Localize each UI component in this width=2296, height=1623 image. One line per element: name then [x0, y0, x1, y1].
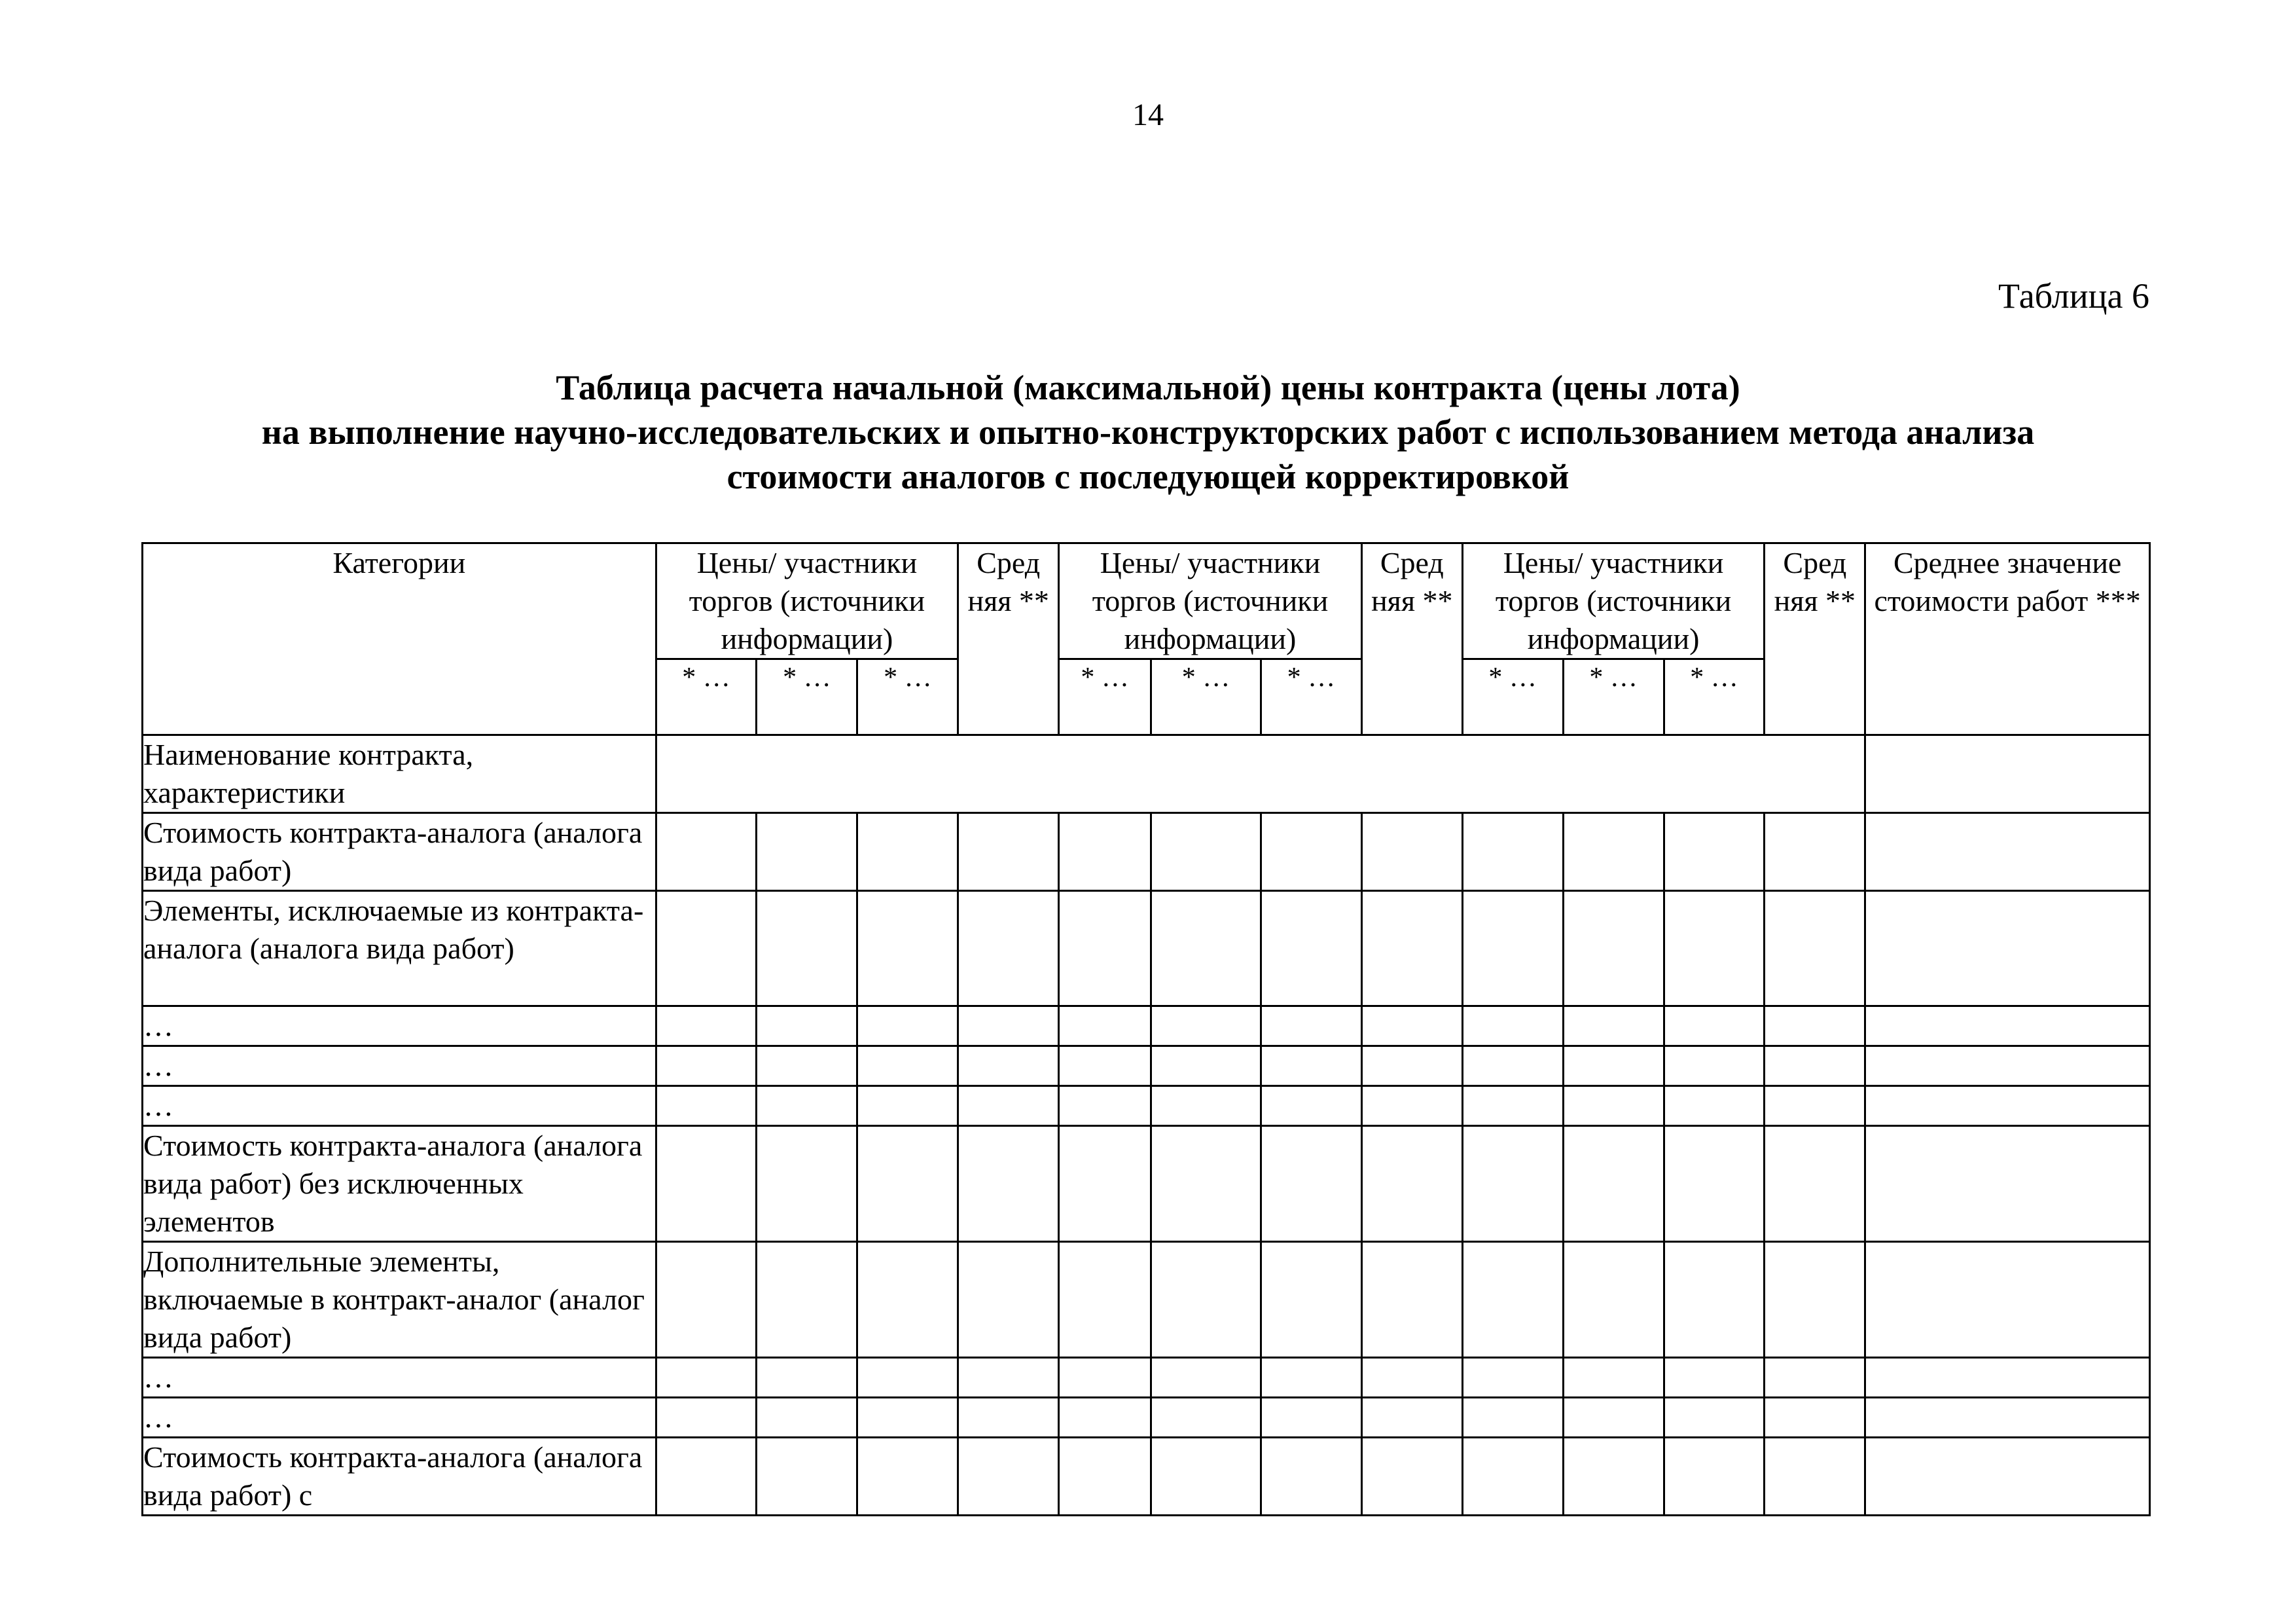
- value-cell: [1664, 891, 1765, 1006]
- value-cell: [1059, 1438, 1151, 1516]
- source-cell: * …: [1151, 659, 1261, 735]
- source-cell: * …: [1664, 659, 1765, 735]
- value-cell: [857, 1438, 958, 1516]
- value-cell: [958, 1398, 1059, 1438]
- header-average-2: Сред няя **: [1361, 543, 1462, 735]
- value-cell: [1765, 1358, 1865, 1398]
- value-cell: [857, 813, 958, 891]
- value-cell: [1462, 813, 1563, 891]
- overall-average-cell: [1865, 1046, 2150, 1086]
- row-label: …: [143, 1086, 656, 1126]
- value-cell: [1563, 1086, 1664, 1126]
- value-cell: [958, 1086, 1059, 1126]
- value-cell: [1563, 1046, 1664, 1086]
- value-cell: [1664, 1438, 1765, 1516]
- overall-average-cell: [1865, 1126, 2150, 1242]
- value-cell: [1059, 891, 1151, 1006]
- value-cell: [1563, 1126, 1664, 1242]
- source-cell: * …: [1261, 659, 1361, 735]
- value-cell: [1151, 1086, 1261, 1126]
- value-cell: [1261, 1242, 1361, 1358]
- value-cell: [1261, 891, 1361, 1006]
- source-cell: * …: [857, 659, 958, 735]
- value-cell: [958, 1126, 1059, 1242]
- source-cell: * …: [1059, 659, 1151, 735]
- title-line-2: на выполнение научно-исследовательских и опытно-конструкторских работ с использованием метода анализа: [261, 412, 2035, 452]
- overall-average-cell: [1865, 735, 2150, 813]
- source-cell: * …: [656, 659, 757, 735]
- table-label: Таблица 6: [1998, 276, 2149, 316]
- value-cell: [1261, 1398, 1361, 1438]
- value-cell: [1664, 1358, 1765, 1398]
- row-label: Стоимость контракта-аналога (аналога вида работ) с: [143, 1438, 656, 1516]
- row-label: …: [143, 1398, 656, 1438]
- value-cell: [1664, 1126, 1765, 1242]
- value-cell: [1462, 1086, 1563, 1126]
- value-cell: [1563, 1398, 1664, 1438]
- overall-average-cell: [1865, 1398, 2150, 1438]
- value-cell: [1462, 1242, 1563, 1358]
- value-cell: [1765, 1046, 1865, 1086]
- title-line-1: Таблица расчета начальной (максимальной) цены контракта (цены лота): [556, 368, 1740, 407]
- overall-average-cell: [1865, 891, 2150, 1006]
- value-cell: [1765, 1242, 1865, 1358]
- value-cell: [1361, 1006, 1462, 1046]
- value-cell: [1462, 1006, 1563, 1046]
- value-cell: [1059, 1006, 1151, 1046]
- value-cell: [757, 1242, 857, 1358]
- value-cell: [656, 891, 757, 1006]
- value-cell: [1664, 1006, 1765, 1046]
- value-cell: [958, 1006, 1059, 1046]
- value-cell: [1765, 1438, 1865, 1516]
- row-label: …: [143, 1358, 656, 1398]
- value-cell: [1151, 1006, 1261, 1046]
- value-cell: [1462, 1358, 1563, 1398]
- value-cell: [1361, 1398, 1462, 1438]
- value-cell: [1151, 1398, 1261, 1438]
- header-categories: Категории: [143, 543, 656, 735]
- value-cell: [857, 1126, 958, 1242]
- value-cell: [1151, 1242, 1261, 1358]
- value-cell: [1361, 891, 1462, 1006]
- value-cell: [1059, 1086, 1151, 1126]
- table-row: [143, 1358, 2150, 1398]
- value-cell: [1664, 1046, 1765, 1086]
- overall-average-cell: [1865, 1358, 2150, 1398]
- value-cell: [1563, 1358, 1664, 1398]
- row-label: Стоимость контракта-аналога (аналога вида работ): [143, 813, 656, 891]
- value-cell: [1261, 1126, 1361, 1242]
- table-row: [143, 1046, 2150, 1086]
- table-row: [143, 1086, 2150, 1126]
- value-cell: [1361, 1126, 1462, 1242]
- value-cell: [958, 891, 1059, 1006]
- value-cell: [757, 1086, 857, 1126]
- value-cell: [1361, 1358, 1462, 1398]
- value-cell: [757, 1046, 857, 1086]
- header-price-group-1: Цены/ участники торгов (источники информации): [656, 543, 958, 659]
- source-cell: * …: [757, 659, 857, 735]
- value-cell: [1261, 1006, 1361, 1046]
- header-average-1: Сред няя **: [958, 543, 1059, 735]
- value-cell: [1664, 1242, 1765, 1358]
- row-label: Стоимость контракта-аналога (аналога вида работ) без исключенных элементов: [143, 1126, 656, 1242]
- table-row: [143, 1242, 2150, 1358]
- value-cell: [958, 813, 1059, 891]
- value-cell: [656, 1358, 757, 1398]
- value-cell: [1261, 1046, 1361, 1086]
- value-cell: [1765, 813, 1865, 891]
- overall-average-cell: [1865, 1242, 2150, 1358]
- value-cell: [1261, 1086, 1361, 1126]
- value-cell: [1765, 891, 1865, 1006]
- value-cell: [757, 1358, 857, 1398]
- value-cell: [857, 1358, 958, 1398]
- value-cell: [656, 1006, 757, 1046]
- row-label: Элементы, исключаемые из контракта-аналога (аналога вида работ): [143, 891, 656, 1006]
- value-cell: [1765, 1006, 1865, 1046]
- value-cell: [958, 1438, 1059, 1516]
- table-row: [143, 813, 2150, 891]
- table-row: [143, 735, 2150, 813]
- value-cell: [1765, 1086, 1865, 1126]
- page-number: 14: [1132, 98, 1164, 132]
- value-cell: [656, 1126, 757, 1242]
- overall-average-cell: [1865, 813, 2150, 891]
- value-cell: [1765, 1126, 1865, 1242]
- value-cell: [1462, 1398, 1563, 1438]
- value-cell: [656, 1046, 757, 1086]
- table-row: [143, 1438, 2150, 1516]
- table-row: [143, 1398, 2150, 1438]
- value-cell: [958, 1242, 1059, 1358]
- value-cell: [757, 1006, 857, 1046]
- header-row: [143, 543, 2150, 659]
- value-cell: [656, 1086, 757, 1126]
- table-row: [143, 891, 2150, 1006]
- value-cell: [1261, 1438, 1361, 1516]
- value-cell: [656, 1398, 757, 1438]
- value-cell: [1664, 1398, 1765, 1438]
- header-price-group-2: Цены/ участники торгов (источники информации): [1059, 543, 1362, 659]
- price-calculation-table: [141, 542, 2151, 1516]
- value-cell: [1261, 813, 1361, 891]
- row-label: Дополнительные элементы, включаемые в контракт-аналог (аналог вида работ): [143, 1242, 656, 1358]
- value-cell: [958, 1046, 1059, 1086]
- value-cell: [1462, 1046, 1563, 1086]
- value-cell: [1059, 1358, 1151, 1398]
- overall-average-cell: [1865, 1086, 2150, 1126]
- value-cell: [656, 1438, 757, 1516]
- value-cell: [857, 1398, 958, 1438]
- value-cell: [1151, 1358, 1261, 1398]
- value-cell: [1059, 1126, 1151, 1242]
- value-cell: [1361, 1086, 1462, 1126]
- value-cell: [757, 813, 857, 891]
- value-cell: [1361, 813, 1462, 891]
- value-cell: [857, 1006, 958, 1046]
- value-cell: [857, 1242, 958, 1358]
- row-label: …: [143, 1046, 656, 1086]
- value-cell: [1361, 1438, 1462, 1516]
- merged-value-cell: [656, 735, 1865, 813]
- overall-average-cell: [1865, 1006, 2150, 1046]
- row-label: …: [143, 1006, 656, 1046]
- value-cell: [857, 891, 958, 1006]
- value-cell: [1765, 1398, 1865, 1438]
- value-cell: [1151, 1046, 1261, 1086]
- value-cell: [1059, 1398, 1151, 1438]
- overall-average-cell: [1865, 1438, 2150, 1516]
- value-cell: [1664, 1086, 1765, 1126]
- value-cell: [1151, 1438, 1261, 1516]
- value-cell: [757, 1438, 857, 1516]
- value-cell: [1462, 1438, 1563, 1516]
- value-cell: [757, 1126, 857, 1242]
- header-price-group-3: Цены/ участники торгов (источники информации): [1462, 543, 1765, 659]
- value-cell: [1151, 1126, 1261, 1242]
- header-average-3: Сред няя **: [1765, 543, 1865, 735]
- value-cell: [1151, 891, 1261, 1006]
- value-cell: [857, 1086, 958, 1126]
- value-cell: [1361, 1046, 1462, 1086]
- value-cell: [1059, 813, 1151, 891]
- value-cell: [1462, 891, 1563, 1006]
- value-cell: [958, 1358, 1059, 1398]
- title-line-3: стоимости аналогов с последующей корректировкой: [726, 457, 1570, 496]
- value-cell: [1462, 1126, 1563, 1242]
- document-title: [0, 365, 2296, 499]
- table-row: [143, 1006, 2150, 1046]
- value-cell: [1151, 813, 1261, 891]
- row-label: Наименование контракта, характеристики: [143, 735, 656, 813]
- source-cell: * …: [1563, 659, 1664, 735]
- source-cell: * …: [1462, 659, 1563, 735]
- header-overall-average: Среднее значение стоимости работ ***: [1865, 543, 2150, 735]
- value-cell: [1563, 1438, 1664, 1516]
- value-cell: [1261, 1358, 1361, 1398]
- value-cell: [1059, 1046, 1151, 1086]
- value-cell: [1563, 891, 1664, 1006]
- value-cell: [1563, 1006, 1664, 1046]
- value-cell: [857, 1046, 958, 1086]
- value-cell: [1563, 1242, 1664, 1358]
- value-cell: [656, 813, 757, 891]
- value-cell: [1664, 813, 1765, 891]
- value-cell: [656, 1242, 757, 1358]
- value-cell: [1361, 1242, 1462, 1358]
- value-cell: [757, 891, 857, 1006]
- table-row: [143, 1126, 2150, 1242]
- value-cell: [1563, 813, 1664, 891]
- value-cell: [1059, 1242, 1151, 1358]
- value-cell: [757, 1398, 857, 1438]
